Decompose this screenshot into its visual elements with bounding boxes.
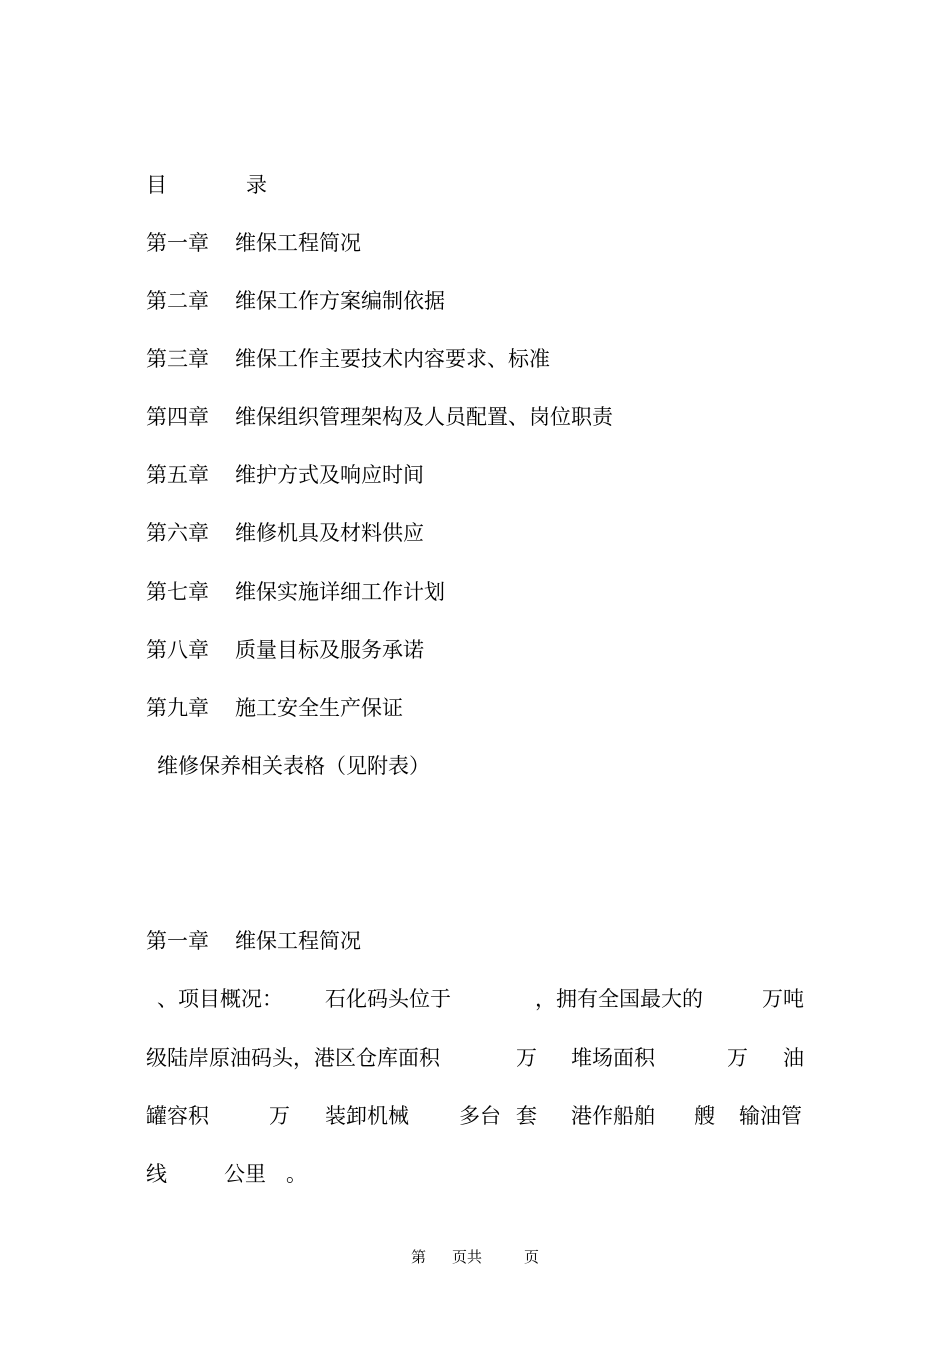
toc-entry-title: 维保工程简况 <box>235 231 361 255</box>
toc-entry-title: 维保工作主要技术内容要求、标准 <box>235 347 550 371</box>
footer-di: 第 <box>411 1248 427 1266</box>
text-segment: 公里 <box>224 1162 266 1186</box>
text-segment: 艘 <box>694 1104 715 1128</box>
toc-entry-title: 质量目标及服务承诺 <box>235 638 424 662</box>
text-segment: 油 <box>783 1046 804 1070</box>
text-segment: 级陆岸原油码头，港区仓库面积 <box>146 1046 440 1070</box>
text-segment: 万吨 <box>762 987 804 1011</box>
footer-ye-gong: 页共 <box>452 1248 483 1266</box>
toc-entry-chapter: 第二章 <box>146 289 209 313</box>
text-segment: 套 <box>516 1104 537 1128</box>
footer-ye: 页 <box>524 1248 540 1266</box>
toc-entry-chapter: 第六章 <box>146 521 209 545</box>
toc-entry-chapter: 第四章 <box>146 405 209 429</box>
chapter-title: 维保工程简况 <box>235 929 361 953</box>
text-segment: 石化码头位于 <box>325 987 451 1011</box>
toc-entry-title: 维保实施详细工作计划 <box>235 580 445 604</box>
text-segment: 输油管 <box>739 1104 802 1128</box>
text-segment: 装卸机械 <box>325 1104 409 1128</box>
page-footer <box>0 1246 950 1268</box>
toc-appendix <box>146 752 430 808</box>
toc-entry-title: 维修机具及材料供应 <box>235 521 424 545</box>
toc-entry-title: 维护方式及响应时间 <box>235 463 424 487</box>
text-segment: 线 <box>146 1162 167 1186</box>
toc-appendix-text: 维修保养相关表格（见附表） <box>157 754 430 778</box>
toc-entry-chapter: 第七章 <box>146 580 209 604</box>
toc-entry-title: 维保组织管理架构及人员配置、岗位职责 <box>235 405 613 429</box>
toc-heading-left: 目 <box>146 173 167 197</box>
toc-heading-right: 录 <box>246 173 267 197</box>
text-segment: 堆场面积 <box>571 1046 655 1070</box>
toc-entry-chapter: 第五章 <box>146 463 209 487</box>
text-segment: 、项目概况： <box>157 987 283 1011</box>
text-segment: 罐容积 <box>146 1104 209 1128</box>
text-segment: 万 <box>269 1104 290 1128</box>
toc-entry-chapter: 第一章 <box>146 231 209 255</box>
toc-entry-chapter: 第八章 <box>146 638 209 662</box>
text-segment: 万 <box>727 1046 748 1070</box>
text-segment: 万 <box>516 1046 537 1070</box>
toc-entry-title: 维保工作方案编制依据 <box>235 289 445 313</box>
toc-entry-title: 施工安全生产保证 <box>235 696 403 720</box>
text-segment: 多台 <box>459 1104 501 1128</box>
toc-entry-chapter: 第九章 <box>146 696 209 720</box>
toc-entry-chapter: 第三章 <box>146 347 209 371</box>
text-segment: 。 <box>286 1162 307 1186</box>
chapter-number: 第一章 <box>146 929 209 953</box>
text-segment: ，拥有全国最大的 <box>535 987 703 1011</box>
text-segment: 港作船舶 <box>571 1104 655 1128</box>
